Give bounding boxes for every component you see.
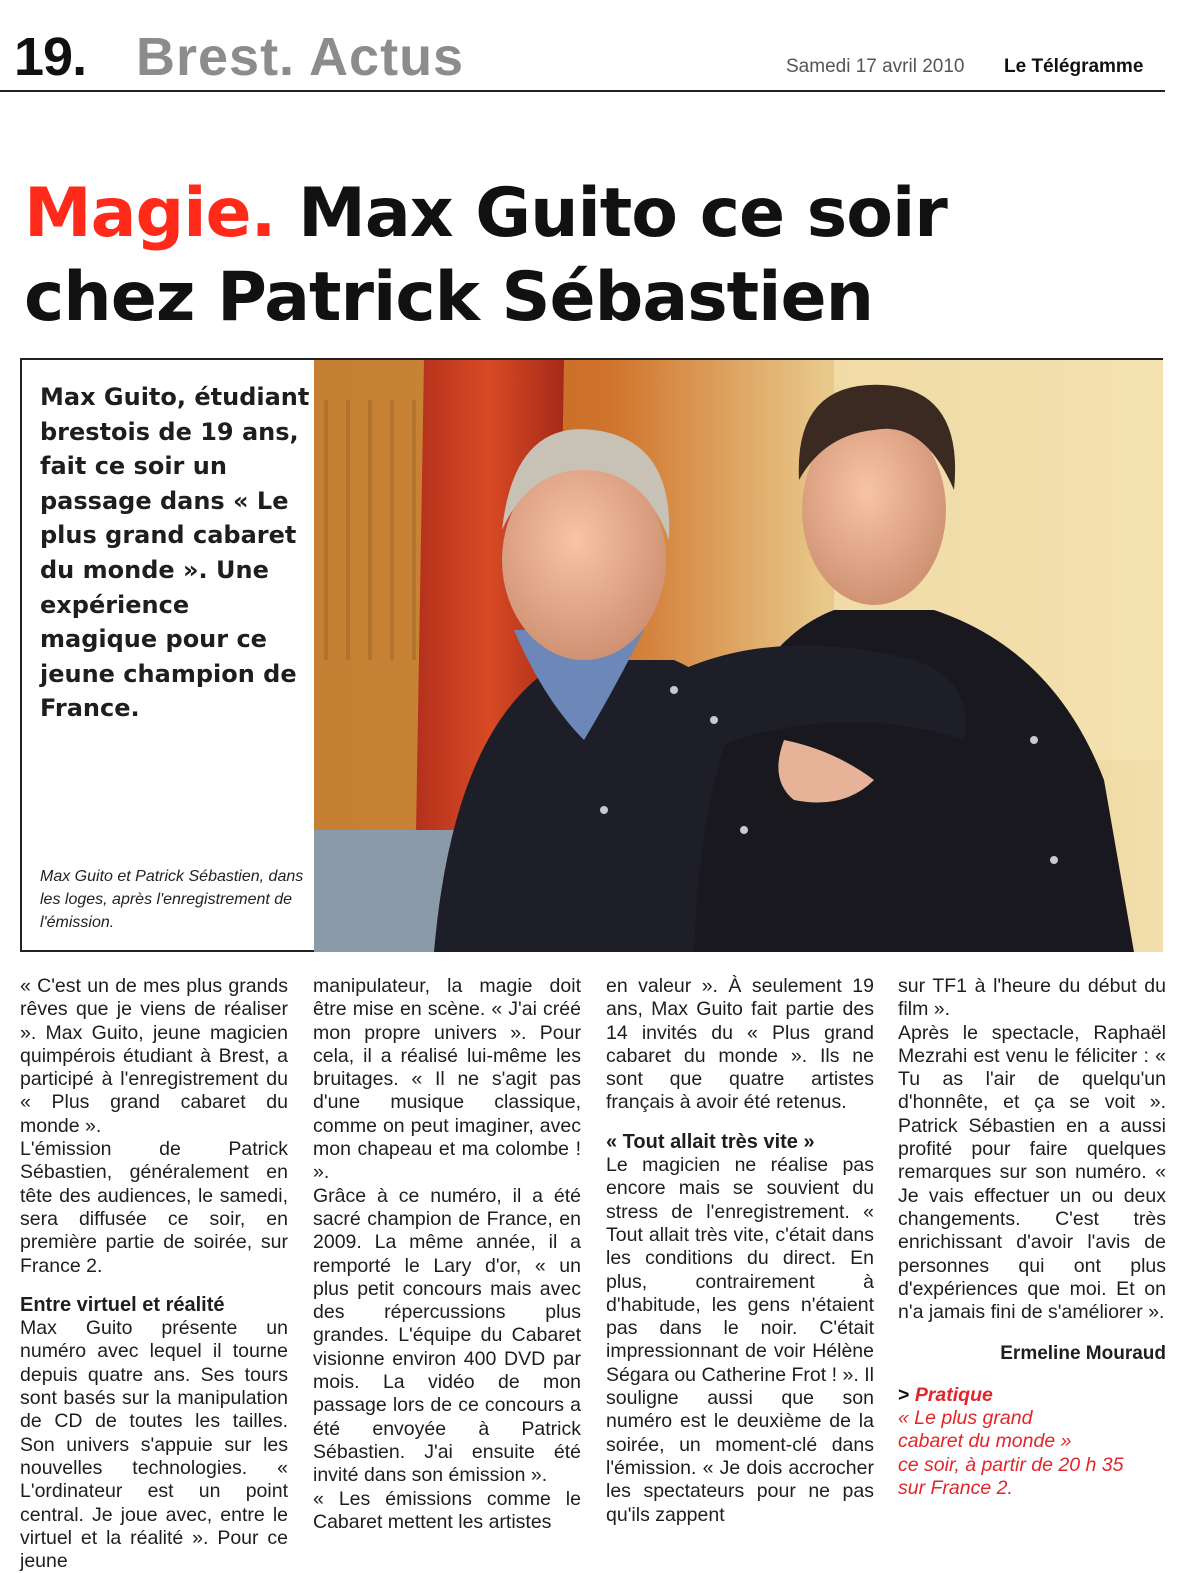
paragraph: sur TF1 à l'heure du début du film ». (898, 975, 1166, 1021)
photo-caption: Max Guito et Patrick Sébastien, dans les loges, après l'enregistrement de l'émission. (40, 868, 304, 931)
pratique-line: « Le plus grand (898, 1407, 1033, 1430)
pratique-title: Pratique (914, 1383, 993, 1406)
article-column-2 (313, 975, 581, 1534)
lead-box (20, 358, 1163, 952)
pratique-line: cabaret du monde » (898, 1430, 1072, 1453)
paragraph: Après le spectacle, Raphaël Mezrahi est venu le féliciter : « Tu as l'air de quelqu'un d'honnête, et ça se voit ». Patrick Sébastien en a aussi profité pour faire quelques remarques sur son numéro. « Je vais effectuer un ou deux changements. C'est très enrichissant d'avoir l'avis de personnes qui ont plus d'expériences que moi. Et on n'a jamais fini de s'améliorer ». (898, 1021, 1166, 1324)
section-title: Brest. Actus (136, 27, 465, 87)
paragraph: manipulateur, la magie doit être mise en scène. « J'ai créé mon propre univers ». Pour cela, il a réalisé lui-même les bruitages. « Il ne s'agit pas d'une musique classique, comme on peut imaginer, avec mon chapeau et ma colombe ! ». (313, 975, 581, 1184)
headline-title-line2: chez Patrick Sébastien (24, 258, 874, 337)
standfirst: Max Guito, étudiant brestois de 19 ans, fait ce soir un passage dans « Le plus grand cabaret du monde ». Une expérience magique pour ce jeune champion de France. (40, 383, 310, 723)
paragraph: « Les émissions comme le Cabaret mettent les artistes (313, 1487, 581, 1533)
subheading: « Tout allait très vite » (606, 1130, 815, 1153)
paragraph: Grâce à ce numéro, il a été sacré champion de France, en 2009. La même année, il a remporté le Lary d'or, « un plus petit concours mais avec des répercussions plus grandes. L'équipe du Cabaret visionne environ 400 DVD par mois. La vidéo de mon passage lors de ce concours a été envoyée à Patrick Sébastien. J'ai ensuite été invité dans son émission ». (313, 1184, 581, 1487)
paragraph: en valeur ». À seulement 19 ans, Max Guito fait partie des 14 invités du « Plus grand cabaret du monde ». Ils ne sont que quatre artistes français à avoir été retenus. (606, 975, 874, 1114)
article-photo (314, 360, 1163, 952)
paragraph: « C'est un de mes plus grands rêves que je viens de réaliser ». Max Guito, jeune magicien quimpérois étudiant à Brest, a participé à l'enregistrement du « Plus grand cabaret du monde ». (20, 975, 288, 1137)
pratique-box (898, 1384, 1166, 1500)
headline-title-line1: Max Guito ce soir (275, 174, 947, 253)
article-column-1 (20, 975, 288, 1573)
author-signature: Ermeline Mouraud (1000, 1343, 1166, 1365)
article-column-4 (898, 975, 1166, 1500)
page-number: 19. (14, 27, 87, 87)
article-column-3 (606, 975, 874, 1527)
paragraph: Le magicien ne réalise pas encore mais se souvient du stress de l'enregistrement. « Tout allait très vite, c'était dans les conditions du direct. En plus, contrairement à d'habitude, les gens n'étaient pas dans le noir. C'était impressionnant de voir Hélène Ségara ou Catherine Frot ! ». Il souligne aussi que son numéro est le deuxième de la soirée, un moment-clé dans l'émission. « Je dois accrocher les spectateurs pour ne pas qu'ils zappent (606, 1154, 874, 1526)
pratique-line: ce soir, à partir de 20 h 35 (898, 1453, 1124, 1476)
headline (24, 172, 1164, 340)
newspaper-name: Le Télégramme (1004, 56, 1144, 77)
headline-kicker: Magie. (24, 174, 276, 253)
photo-illustration (314, 360, 1163, 952)
pratique-line: sur France 2. (898, 1476, 1013, 1499)
paragraph: Max Guito présente un numéro avec lequel il tourne depuis quatre ans. Ses tours sont basés sur la manipulation de CD de toutes les tailles. Son univers s'appuie sur les nouvelles technologies. « L'ordinateur est un point central. Je joue avec, entre le virtuel et la réalité ». Pour ce jeune (20, 1317, 288, 1573)
issue-date: Samedi 17 avril 2010 (786, 56, 965, 77)
page-header (0, 0, 1165, 92)
paragraph: L'émission de Patrick Sébastien, généralement en tête des audiences, le samedi, sera diffusée ce soir, en première partie de soirée, sur France 2. (20, 1138, 288, 1277)
pratique-arrow: > (898, 1383, 910, 1406)
subheading: Entre virtuel et réalité (20, 1293, 225, 1316)
